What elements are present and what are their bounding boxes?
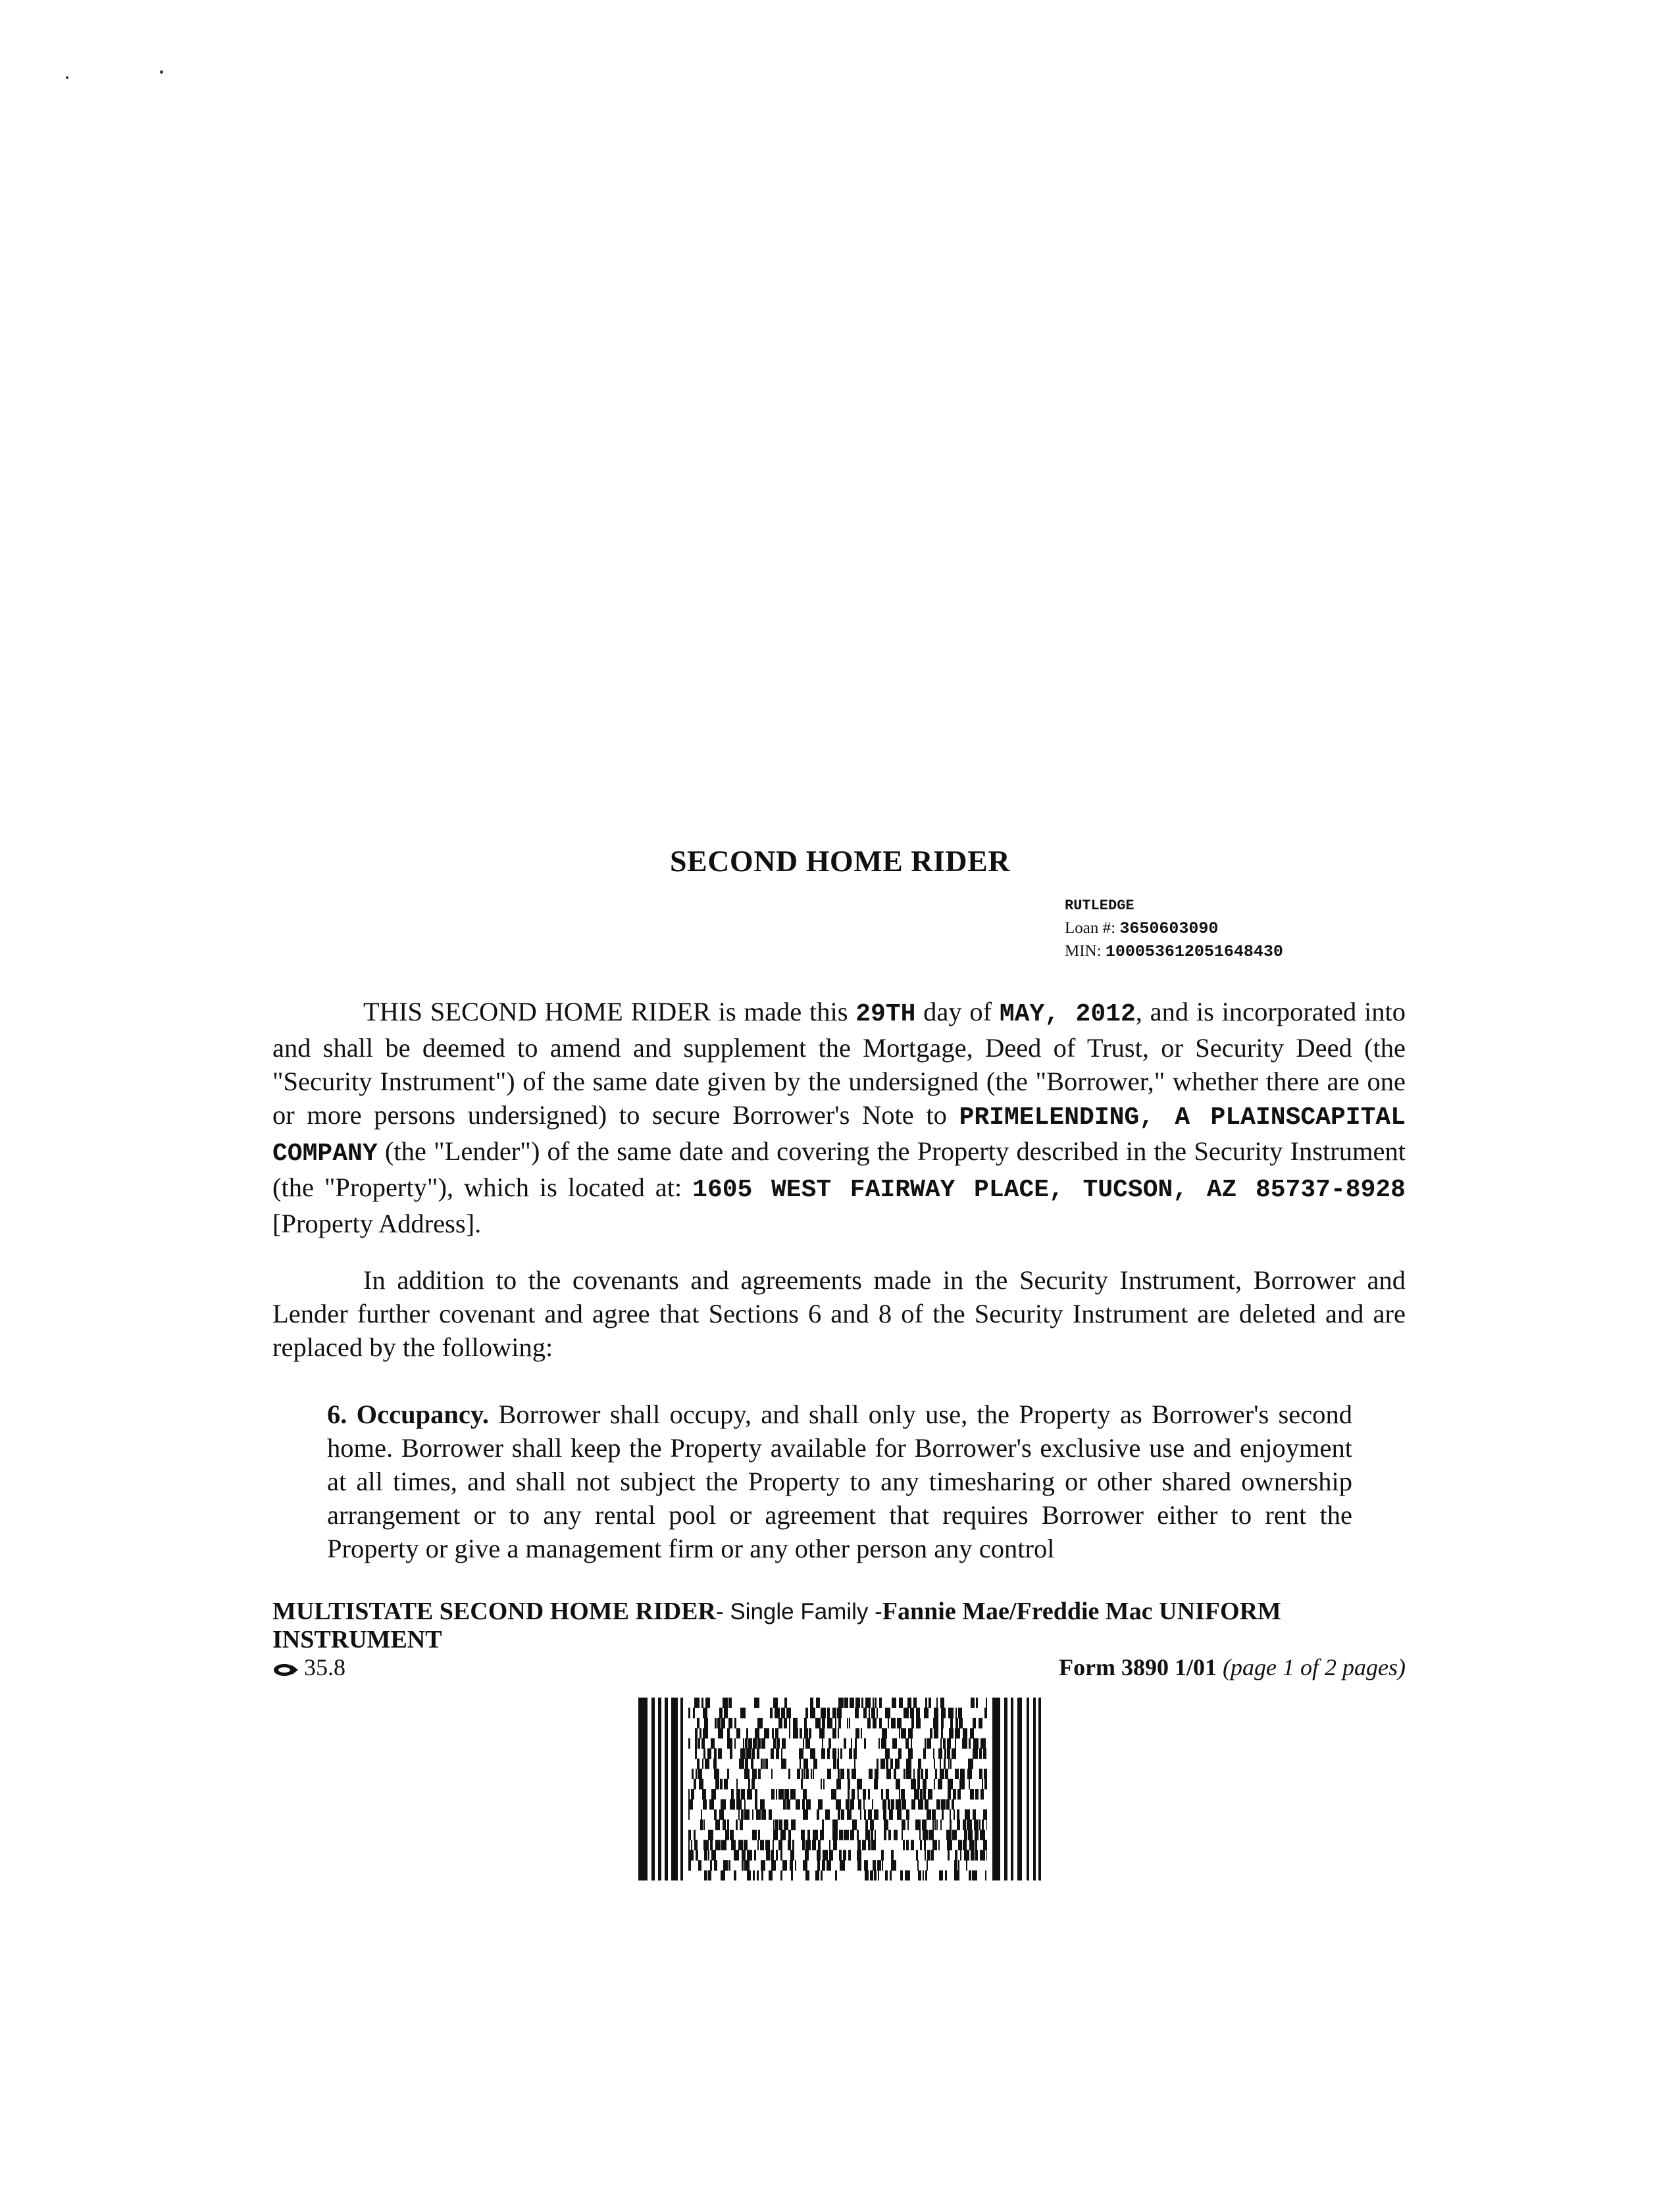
intro-text-a: THIS SECOND HOME RIDER is made this xyxy=(363,997,856,1026)
intro-text-c: , and is incorporated into and shall be deemed to amend and supplement the Mortgage, Deed of Trust, or Security Deed (the "Security Instrument") of the same date given by the undersigned (the "Borrower," whether there are one or more persons undersigned) to secure Borrower's Note to xyxy=(272,997,1406,1130)
scan-speck xyxy=(160,70,163,74)
intro-text-d: (the "Lender") of the same date and covering the Property described in the Security Instrument (the "Property"), which is located at: xyxy=(272,1136,1406,1202)
form-number-block xyxy=(1059,1653,1406,1681)
form-title-bold2: Fannie Mae/Freddie Mac UNIFORM INSTRUMENT xyxy=(272,1598,1281,1653)
borrower-name: RUTLEDGE xyxy=(1065,897,1134,914)
property-address: 1605 WEST FAIRWAY PLACE, TUCSON, AZ 85737-8928 xyxy=(692,1176,1406,1204)
intro-text-b: day of xyxy=(915,997,1000,1026)
lender-name: PRIMELENDING, A PLAINSCAPITAL COMPANY xyxy=(272,1103,1406,1168)
rider-day: 29TH xyxy=(855,1000,916,1028)
form-title-bold: MULTISTATE SECOND HOME RIDER xyxy=(272,1598,716,1625)
scan-speck xyxy=(66,76,68,79)
section-6-text: Borrower shall occupy, and shall only use, the Property as Borrower's second home. Borrower shall keep the Property available for Borrower's exclusive use and enjoyment at all times, and shall not subject the Property to any timesharing or other shared ownership arrangement or to any rental pool or agreement that requires Borrower either to rent the Property or give a management firm or any other person any control xyxy=(327,1400,1352,1563)
vendor-logo-icon xyxy=(272,1663,299,1677)
covenant-paragraph xyxy=(272,1263,1406,1364)
loan-label: Loan #: xyxy=(1065,919,1116,937)
rider-month-year: MAY, 2012 xyxy=(999,1000,1136,1028)
section-6-heading: 6. Occupancy. xyxy=(327,1400,490,1429)
form-version xyxy=(272,1653,345,1681)
intro-text-e: [Property Address]. xyxy=(272,1209,482,1238)
document-title: SECOND HOME RIDER xyxy=(669,844,1011,878)
intro-paragraph xyxy=(272,995,1406,1240)
covenant-text: In addition to the covenants and agreements made in the Security Instrument, Borrower and Lender further covenant and agree that Sections 6 and 8 of the Security Instrument are deleted and are replaced by the following: xyxy=(272,1265,1406,1362)
footer-row xyxy=(272,1653,1406,1684)
form-footer xyxy=(272,1598,1406,1684)
loan-number: 3650603090 xyxy=(1119,919,1219,938)
page-info: (page 1 of 2 pages) xyxy=(1223,1654,1406,1680)
pdf417-barcode xyxy=(638,1698,1041,1880)
form-version-number: 35.8 xyxy=(304,1654,345,1680)
min-label: MIN: xyxy=(1065,942,1102,960)
form-number: Form 3890 1/01 xyxy=(1059,1654,1217,1680)
min-number: 100053612051648430 xyxy=(1105,942,1283,961)
form-title xyxy=(272,1598,1406,1653)
section-6-occupancy xyxy=(327,1398,1352,1565)
loan-id-block xyxy=(1065,894,1283,963)
form-title-mid: - Single Family - xyxy=(715,1599,882,1625)
